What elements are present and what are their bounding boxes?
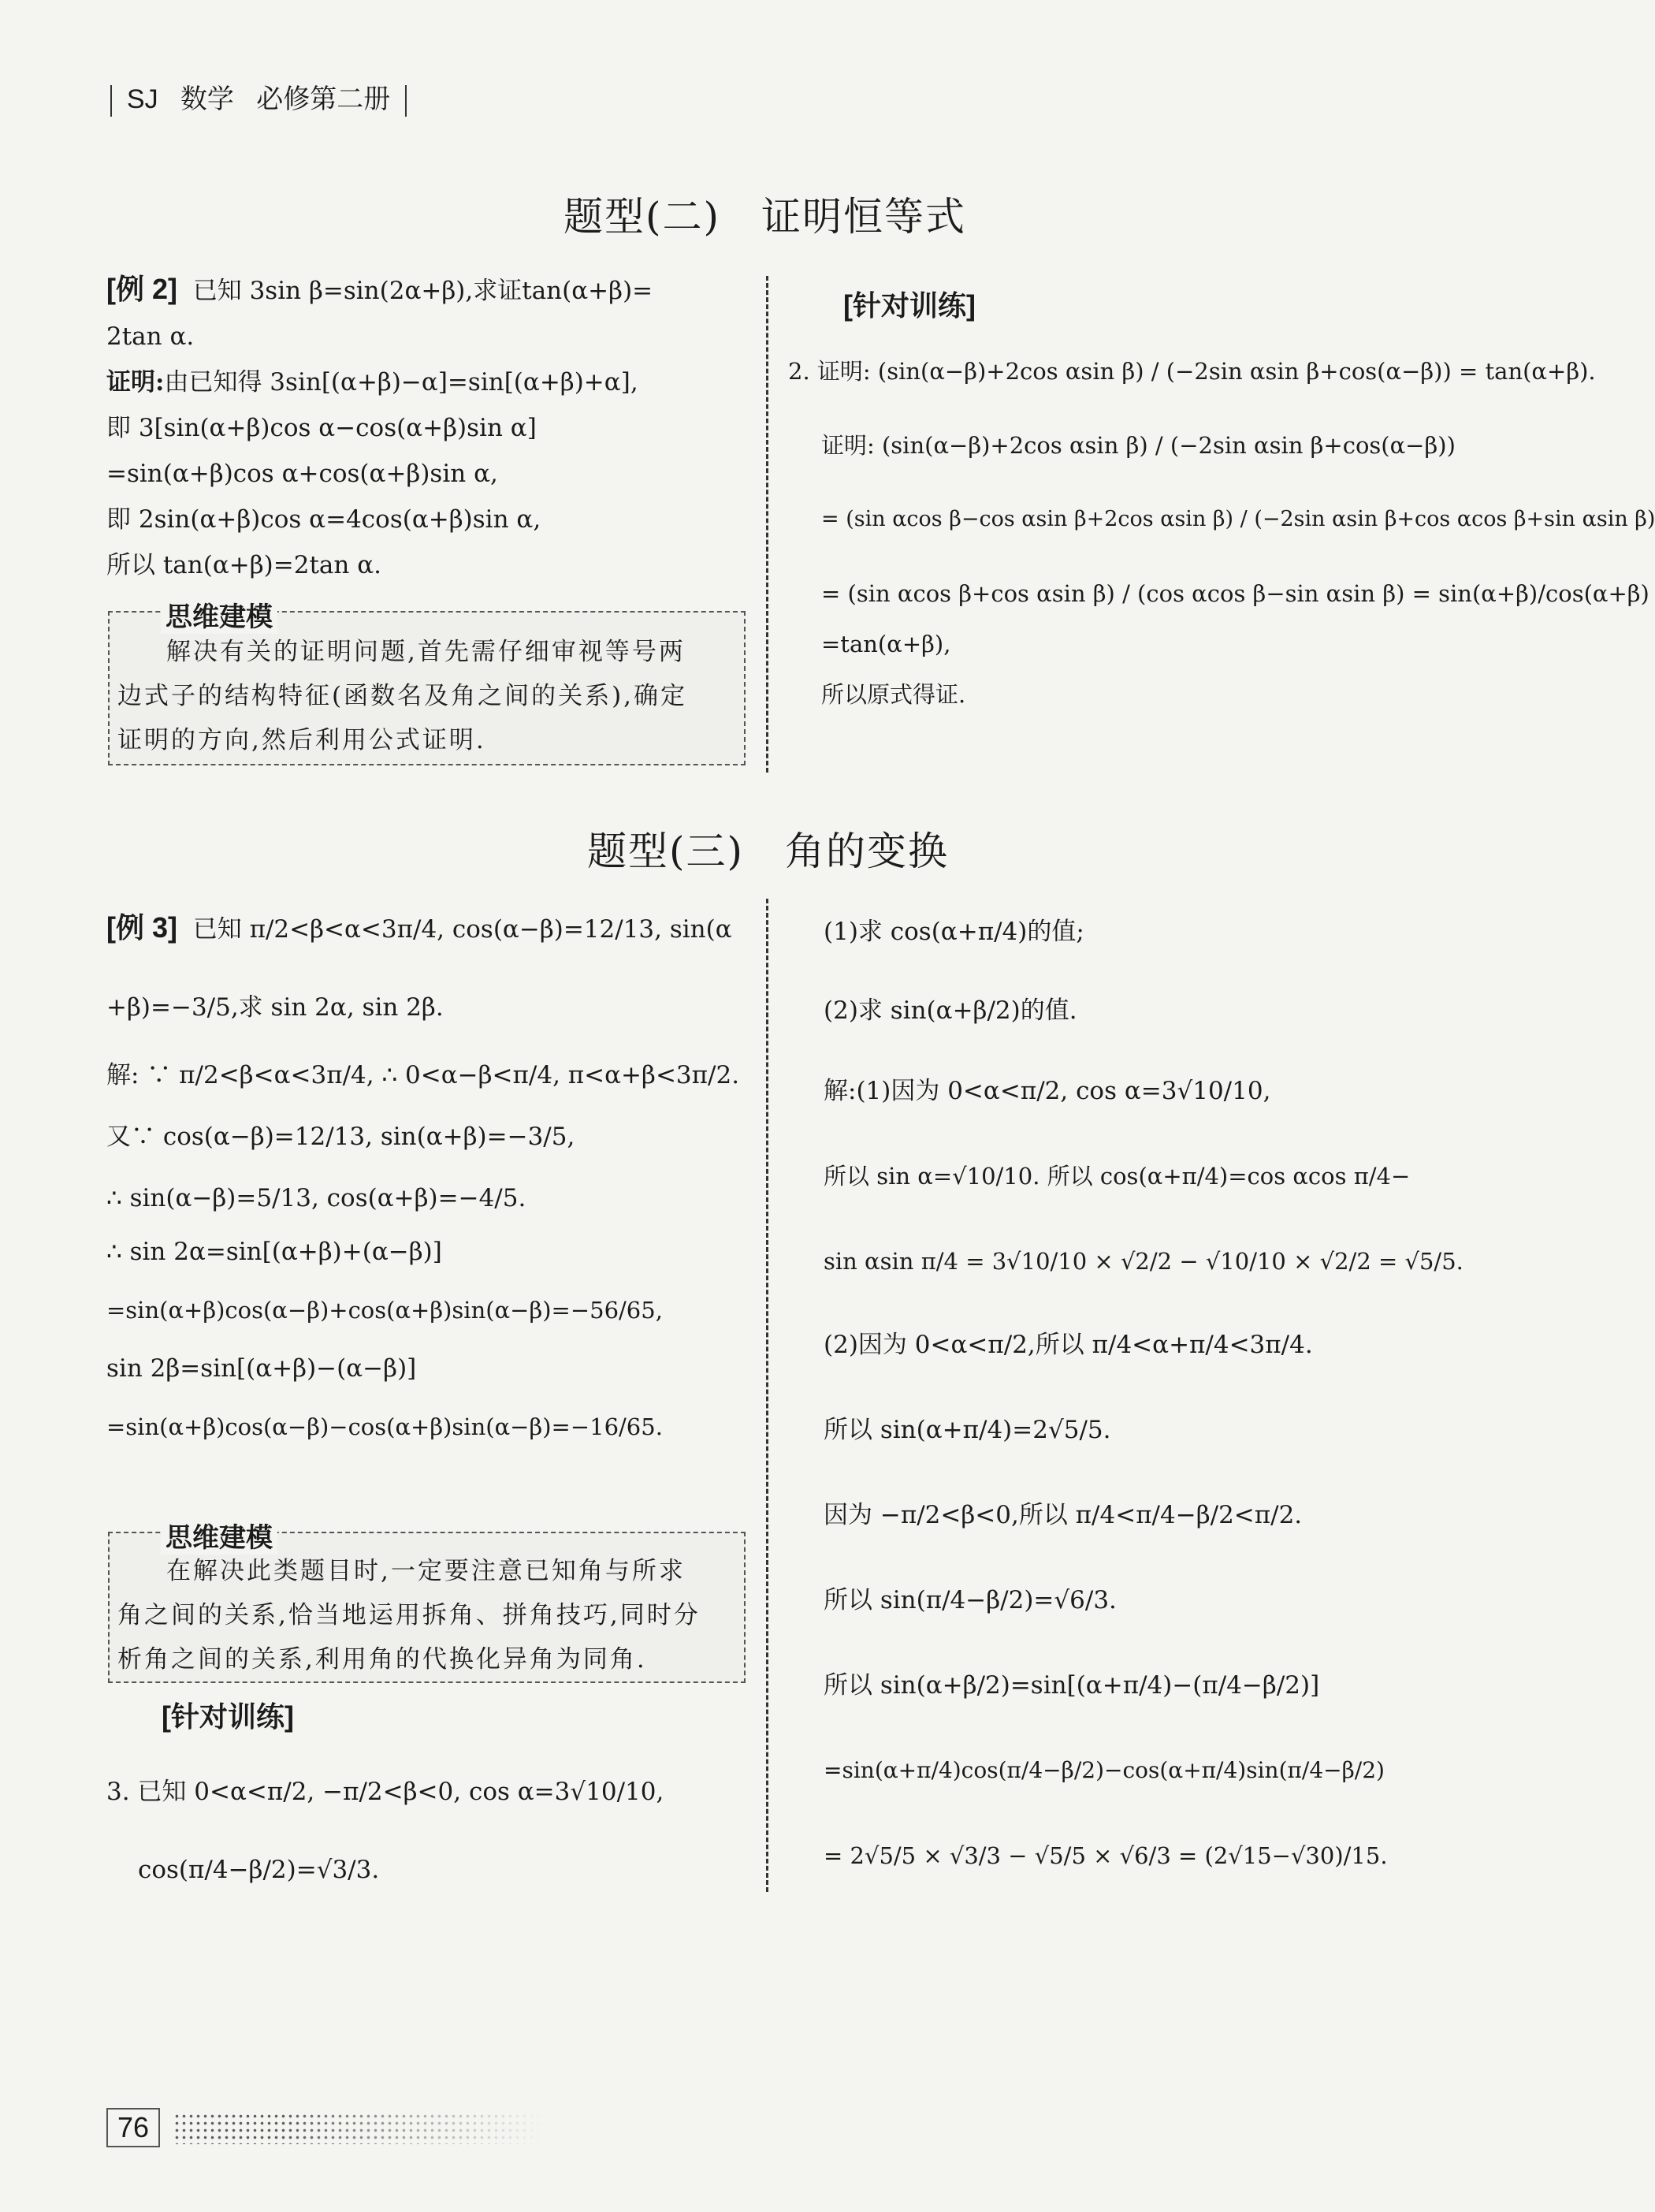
solution-line: 解: ∵ π/2<β<α<3π/4, ∴ 0<α−β<π/4, π<α+β<3π/2. — [106, 1061, 740, 1089]
training-line: 所以原式得证. — [821, 681, 966, 708]
thinking-model-box — [108, 602, 746, 765]
example-line: 已知 3sin β=sin(2α+β),求证tan(α+β)= — [192, 277, 653, 305]
solution-line: 解:(1)因为 0<α<π/2, cos α=3√10/10, — [824, 1077, 1271, 1105]
box-line: 析角之间的关系,利用角的代换化异角为同角. — [117, 1645, 647, 1674]
box-line: 边式子的结构特征(函数名及角之间的关系),确定 — [117, 682, 688, 710]
training-tag: [针对训练] — [843, 289, 976, 322]
section-title-2: 题型(二) 证明恒等式 — [563, 194, 967, 240]
solution-line: (2)求 sin(α+β/2)的值. — [824, 996, 1077, 1025]
column-divider — [766, 276, 768, 773]
training-line: 2. 证明: (sin(α−β)+2cos αsin β) / (−2sin αsin β+cos(α−β)) = tan(α+β). — [788, 358, 1596, 385]
solution-line: = 2√5/5 × √3/3 − √5/5 × √6/3 = (2√15−√30)/15. — [824, 1842, 1388, 1869]
proof-line: 所以 tan(α+β)=2tan α. — [106, 551, 382, 579]
box-line: 解决有关的证明问题,首先需仔细审视等号两 — [166, 638, 686, 666]
solution-line: ∴ sin 2α=sin[(α+β)+(α−β)] — [106, 1238, 442, 1266]
proof-line: 即 2sin(α+β)cos α=4cos(α+β)sin α, — [106, 505, 541, 534]
training-line: =tan(α+β), — [821, 631, 951, 657]
solution-line: =sin(α+π/4)cos(π/4−β/2)−cos(α+π/4)sin(π/4−β/2) — [824, 1757, 1385, 1783]
box-line: 角之间的关系,恰当地运用拆角、拼角技巧,同时分 — [117, 1601, 701, 1629]
footer-dot-pattern — [173, 2113, 544, 2144]
solution-line: ∴ sin(α−β)=5/13, cos(α+β)=−4/5. — [106, 1184, 526, 1212]
column-divider — [766, 899, 768, 1892]
proof-label: 证明: — [106, 368, 165, 397]
example-line: 已知 π/2<β<α<3π/4, cos(α−β)=12/13, sin(α — [192, 915, 732, 944]
solution-line: =sin(α+β)cos(α−β)−cos(α+β)sin(α−β)=−16/65. — [106, 1413, 663, 1440]
box-title: 思维建模 — [161, 1516, 277, 1555]
training-2 — [788, 284, 1655, 712]
solution-line: sin 2β=sin[(α+β)−(α−β)] — [106, 1354, 417, 1383]
training-line: 证明: (sin(α−β)+2cos αsin β) / (−2sin αsin β+cos(α−β)) — [821, 432, 1456, 459]
solution-line: 所以 sin(π/4−β/2)=√6/3. — [824, 1586, 1117, 1614]
thinking-model-box — [108, 1523, 746, 1683]
training-line: cos(π/4−β/2)=√3/3. — [138, 1856, 380, 1884]
solution-line: 所以 sin(α+π/4)=2√5/5. — [824, 1416, 1111, 1444]
example-tag: [例 2] — [106, 273, 178, 305]
proof-line: 即 3[sin(α+β)cos α−cos(α+β)sin α] — [106, 414, 537, 442]
box-title: 思维建模 — [161, 595, 277, 634]
training-line: = (sin αcos β−cos αsin β+2cos αsin β) / (−2sin αsin β+cos αcos β+sin αsin β) — [821, 507, 1655, 531]
example-3 — [106, 910, 753, 1444]
box-line: 证明的方向,然后利用公式证明. — [117, 726, 486, 754]
training-3-solution — [824, 914, 1509, 1873]
solution-line: (1)求 cos(α+π/4)的值; — [824, 918, 1084, 946]
header-subject: 数学 — [180, 84, 234, 114]
example-line: +β)=−3/5,求 sin 2α, sin 2β. — [106, 993, 444, 1022]
section-title-3: 题型(三) 角的变换 — [587, 829, 950, 874]
training-tag: [针对训练] — [162, 1700, 294, 1733]
solution-line: 所以 sin(α+β/2)=sin[(α+π/4)−(π/4−β/2)] — [824, 1671, 1320, 1700]
page-number: 76 — [106, 2108, 160, 2147]
solution-line: 所以 sin α=√10/10. 所以 cos(α+π/4)=cos αcos π/4− — [824, 1163, 1411, 1190]
example-line: 2tan α. — [106, 322, 195, 351]
header-divider — [405, 85, 407, 117]
header-book: 必修第二册 — [256, 84, 391, 114]
header-series: SJ — [126, 84, 158, 114]
header-divider — [110, 85, 112, 117]
solution-line: (2)因为 0<α<π/2,所以 π/4<α+π/4<3π/4. — [824, 1331, 1313, 1359]
training-3 — [106, 1695, 753, 1887]
solution-line: 因为 −π/2<β<0,所以 π/4<π/4−β/2<π/2. — [824, 1501, 1303, 1529]
training-line: 3. 已知 0<α<π/2, −π/2<β<0, cos α=3√10/10, — [106, 1778, 664, 1806]
example-2 — [106, 272, 745, 583]
solution-line: 又∵ cos(α−β)=12/13, sin(α+β)=−3/5, — [106, 1123, 575, 1151]
solution-line: =sin(α+β)cos(α−β)+cos(α+β)sin(α−β)=−56/65, — [106, 1297, 663, 1324]
proof-line: =sin(α+β)cos α+cos(α+β)sin α, — [106, 460, 498, 488]
solution-line: sin αsin π/4 = 3√10/10 × √2/2 − √10/10 × √2/2 = √5/5. — [824, 1248, 1463, 1275]
training-line: = (sin αcos β+cos αsin β) / (cos αcos β−sin αsin β) = sin(α+β)/cos(α+β) — [821, 580, 1649, 607]
example-tag: [例 3] — [106, 911, 178, 944]
proof-line: 由已知得 3sin[(α+β)−α]=sin[(α+β)+α], — [164, 368, 638, 397]
box-line: 在解决此类题目时,一定要注意已知角与所求 — [166, 1557, 686, 1585]
running-header — [110, 77, 407, 117]
